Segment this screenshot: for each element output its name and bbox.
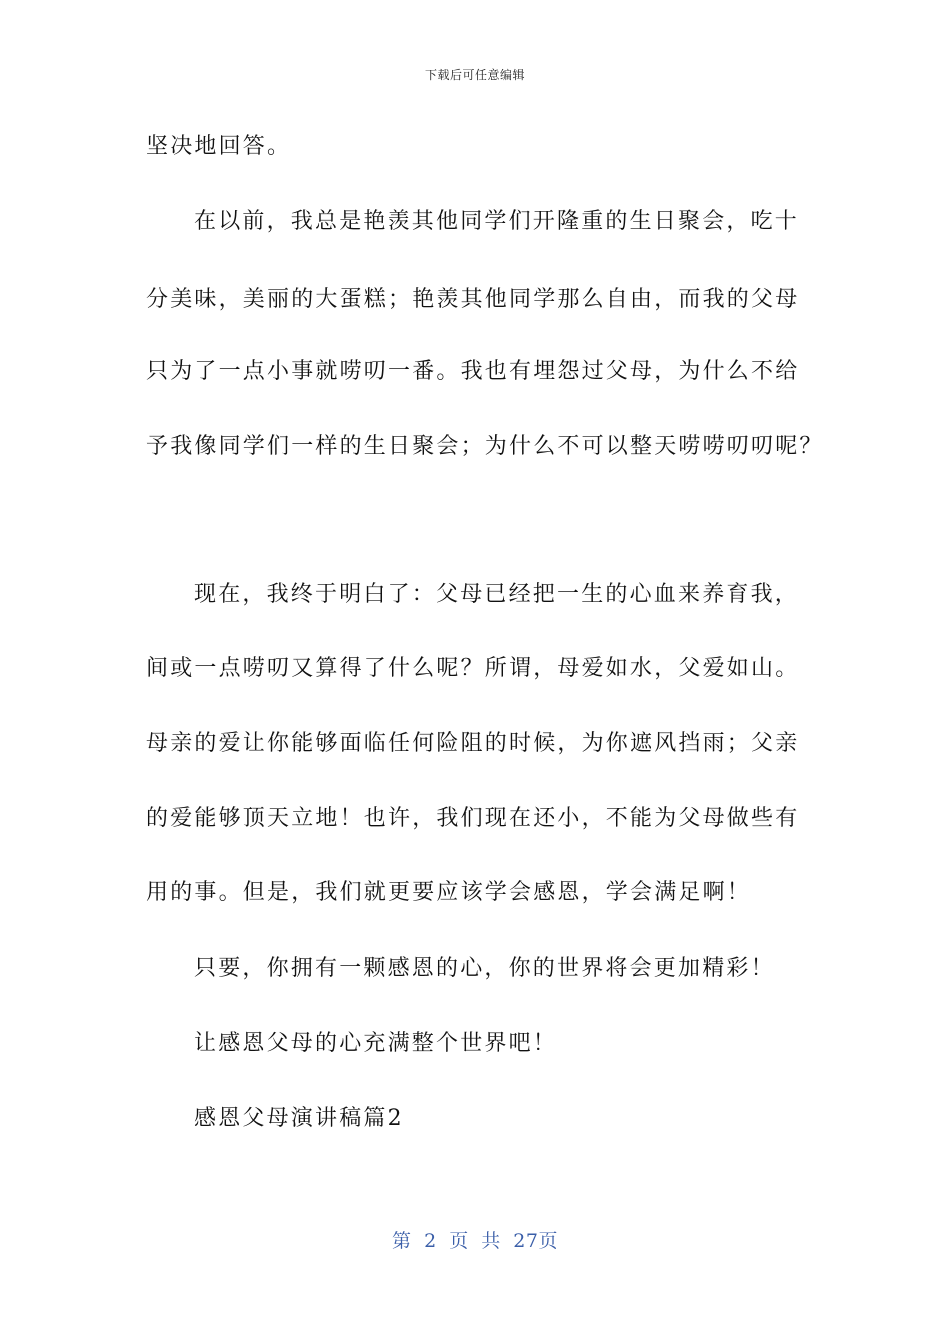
text-line: 现在，我终于明白了：父母已经把一生的心血来养育我，	[194, 582, 800, 607]
page-number-footer: 第 2 页 共 27页	[392, 1230, 558, 1252]
text-line: 让感恩父母的心充满整个世界吧！	[194, 1031, 558, 1056]
text-line: 在以前，我总是艳羡其他同学们开隆重的生日聚会，吃十	[194, 209, 800, 234]
section-heading: 感恩父母演讲稿篇2	[194, 1106, 404, 1131]
text-line: 坚决地回答。	[146, 134, 292, 159]
text-line: 只为了一点小事就唠叨一番。我也有埋怨过父母，为什么不给	[146, 359, 800, 384]
text-line: 间或一点唠叨又算得了什么呢？所谓，母爱如水，父爱如山。	[146, 656, 800, 681]
text-line: 的爱能够顶天立地！也许，我们现在还小，不能为父母做些有	[146, 806, 800, 831]
text-line: 分美味，美丽的大蛋糕；艳羡其他同学那么自由，而我的父母	[146, 287, 800, 312]
text-line: 母亲的爱让你能够面临任何险阻的时候，为你遮风挡雨；父亲	[146, 731, 800, 756]
page-header-note: 下载后可任意编辑	[424, 68, 525, 82]
text-line: 用的事。但是，我们就更要应该学会感恩，学会满足啊！	[146, 880, 752, 905]
text-line: 只要，你拥有一颗感恩的心，你的世界将会更加精彩！	[194, 956, 775, 981]
text-line: 予我像同学们一样的生日聚会；为什么不可以整天唠唠叨叨呢？	[146, 434, 824, 459]
